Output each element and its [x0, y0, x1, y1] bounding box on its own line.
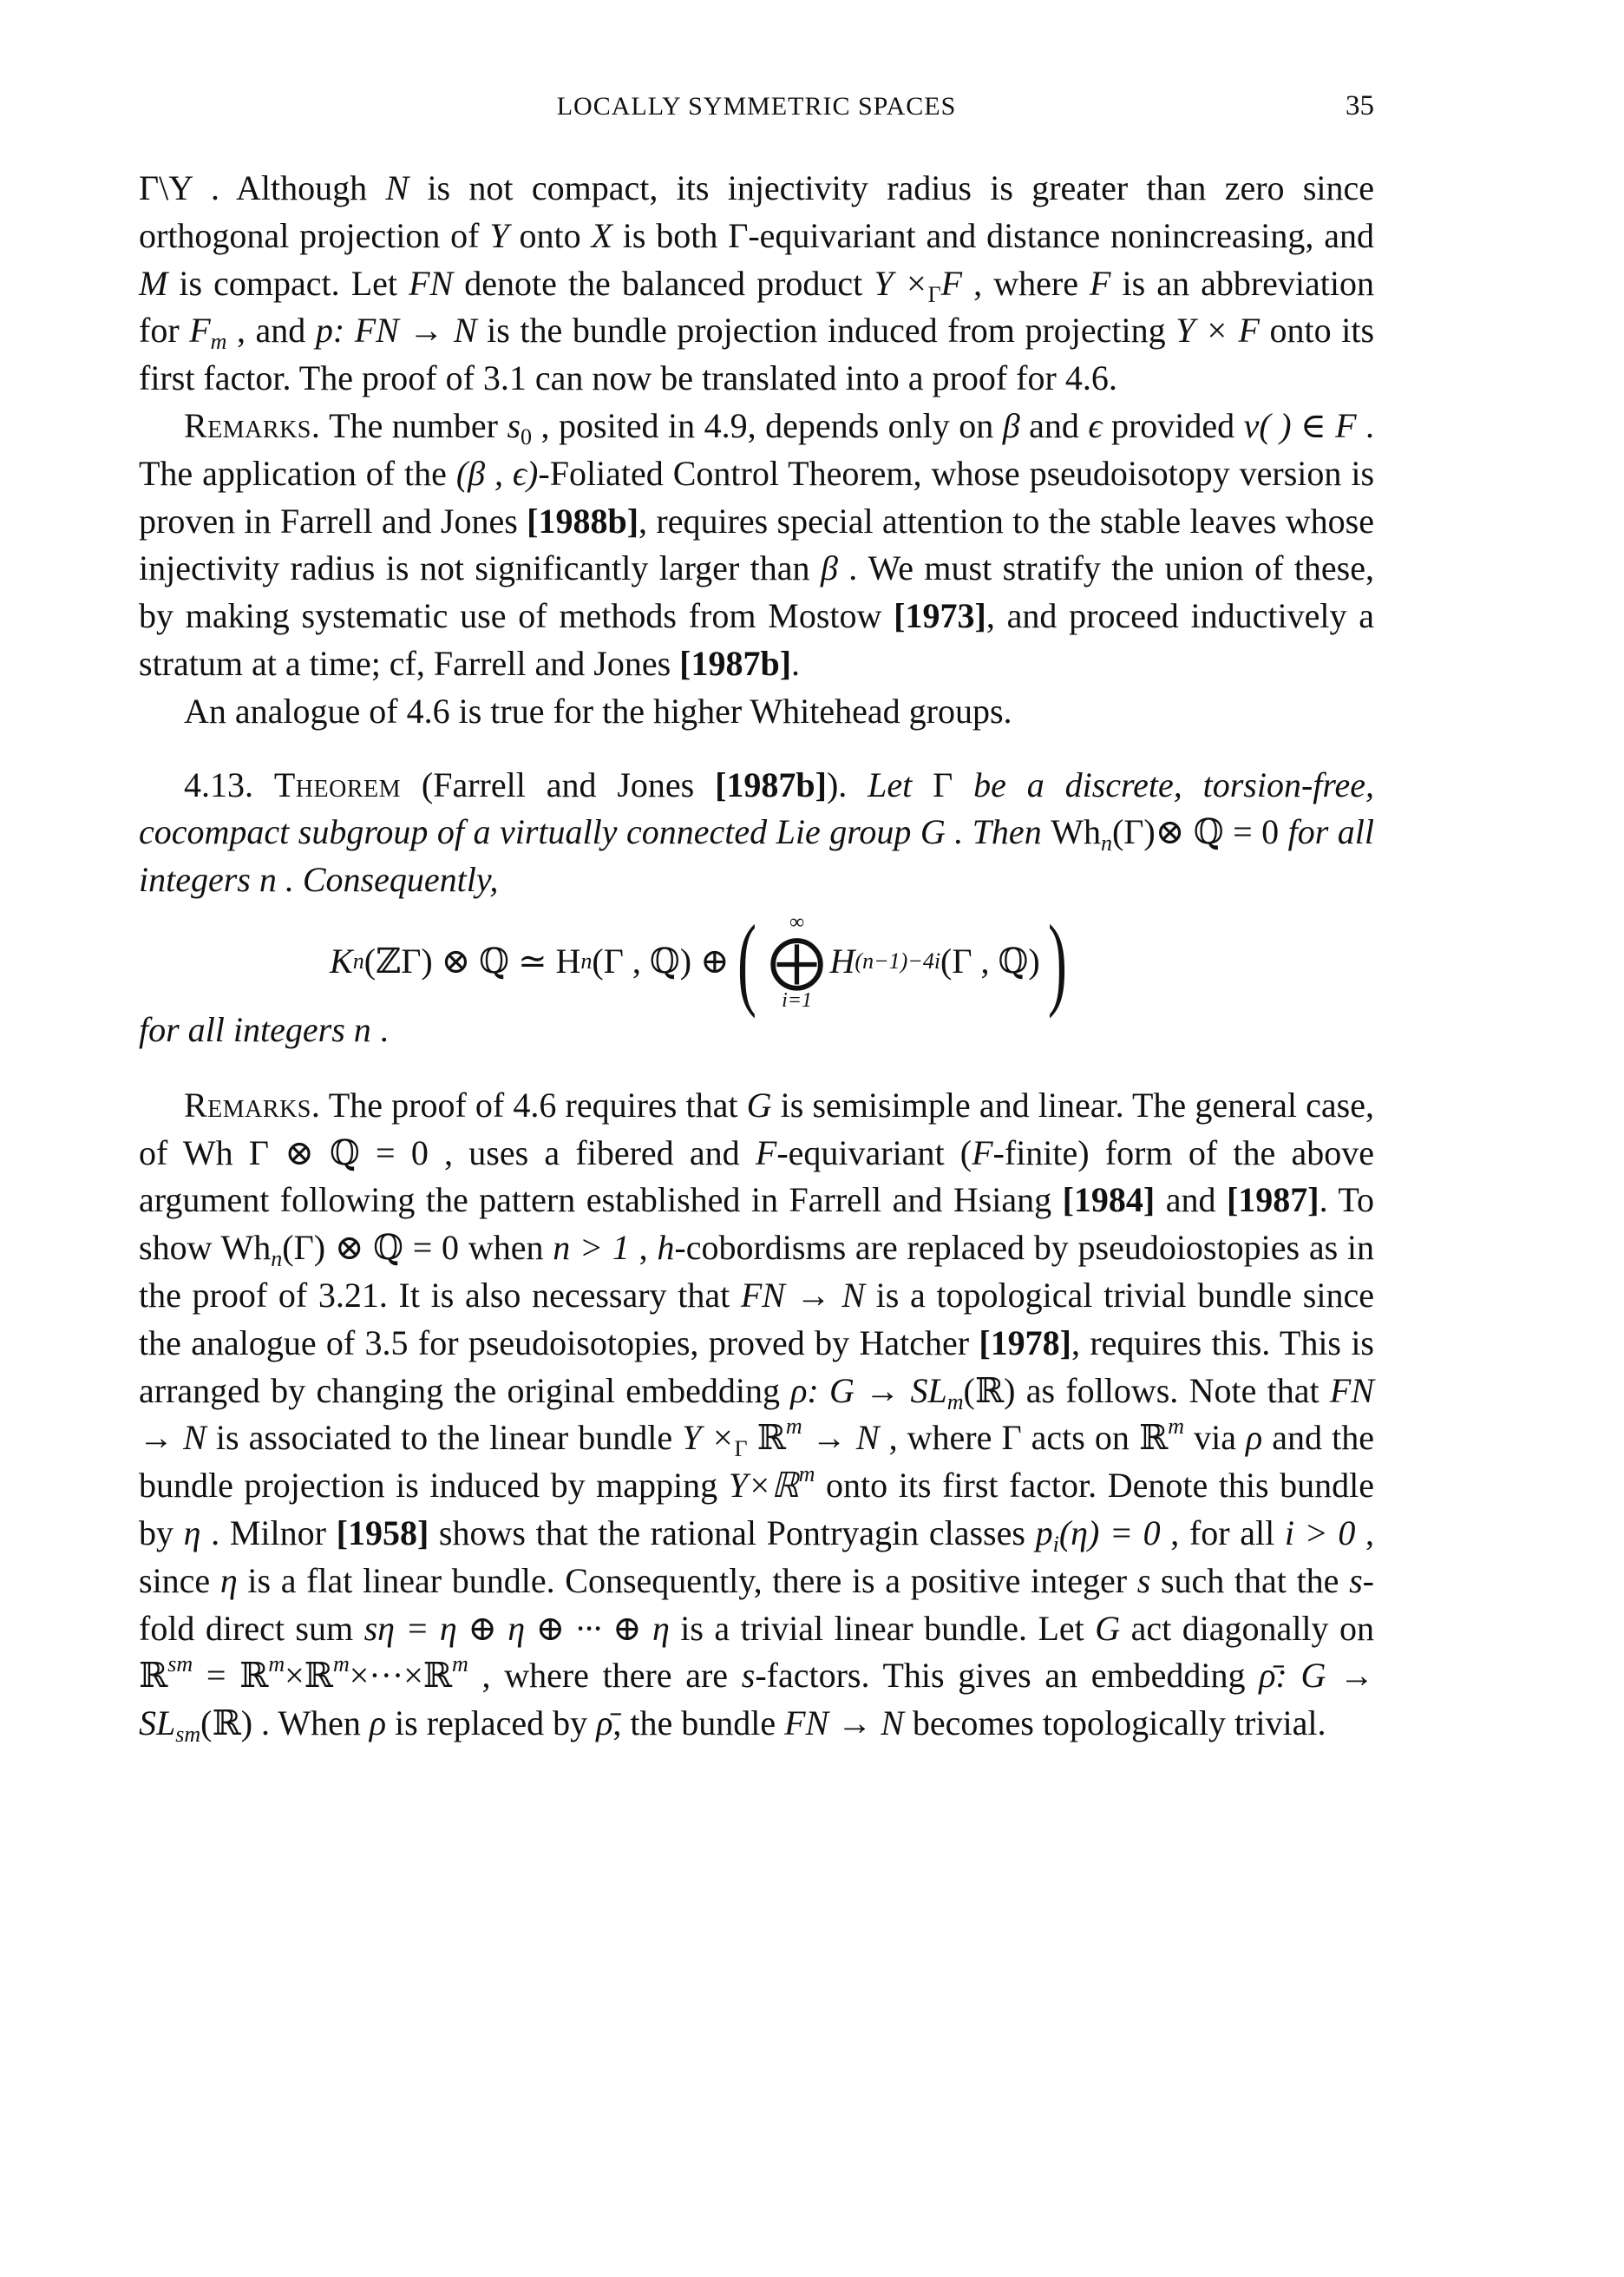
math: β: [1002, 405, 1020, 445]
math-sub: Γ: [734, 1436, 748, 1462]
math: Y×ℝ: [728, 1466, 799, 1506]
citation: [1978]: [979, 1322, 1071, 1362]
page-number: 35: [1346, 90, 1374, 121]
math-sup: sm: [167, 1651, 193, 1677]
math: (η) = 0: [1058, 1513, 1161, 1552]
text: when: [459, 1228, 553, 1268]
math: i > 0: [1284, 1513, 1356, 1552]
text: The proof of 4.6 requires that: [320, 1085, 747, 1125]
math-sub: n: [271, 1246, 283, 1272]
equation-content: K n (ℤΓ) ⊗ ℚ ≃ H n (Γ , ℚ) ⊕ ( ∞ ⨁ i=1 H (n−1)−4i (Γ , ℚ) ): [330, 902, 1067, 1019]
math: N: [385, 168, 409, 207]
math: s: [741, 1656, 756, 1696]
paragraph-analogue: An analogue of 4.6 is true for the higher Whitehead groups.: [184, 691, 1012, 731]
text: provided: [1102, 405, 1244, 445]
text: is associated to the linear bundle: [206, 1418, 683, 1458]
math: F: [972, 1132, 993, 1172]
citation: [1988b]: [527, 501, 639, 541]
sum-lower-limit: i=1: [782, 988, 812, 1012]
text: is compact. Let: [167, 263, 409, 303]
math: ρ̄: G → SL: [139, 1656, 1375, 1743]
text: ,: [629, 1228, 658, 1268]
math: (ℝ): [963, 1370, 1016, 1410]
math: p: FN → N: [315, 311, 477, 351]
math-sup: m: [785, 1414, 802, 1440]
math: (Γ , ℚ) ⊕: [592, 941, 730, 981]
math: FN → N: [784, 1703, 904, 1743]
math: n: [353, 1009, 371, 1049]
text: , uses a fibered and: [428, 1132, 756, 1172]
text: is a topological trivial bundle since the analogue of 3.5 for pseudoisotopies, proved by Hatcher: [139, 1275, 1374, 1362]
text: , since: [139, 1513, 1375, 1600]
math: β: [820, 548, 838, 588]
math: n: [259, 860, 277, 900]
math: Wh: [220, 1228, 272, 1268]
math: Wh: [1051, 812, 1101, 852]
math: = ℝ: [193, 1656, 269, 1696]
text: , the bundle: [612, 1703, 785, 1743]
math: H: [829, 941, 855, 981]
text: -fold direct sum: [139, 1560, 1374, 1648]
math: G: [1095, 1608, 1121, 1648]
remarks-label: Remarks.: [184, 405, 321, 445]
text: as follows. Note that: [1015, 1370, 1330, 1410]
math-sub: m: [946, 1388, 964, 1414]
citation: [1984]: [1062, 1180, 1156, 1220]
text: , for all: [1160, 1513, 1285, 1552]
math-sub: Γ: [927, 281, 941, 307]
math: (Γ)⊗ ℚ = 0: [1111, 812, 1280, 852]
text: .: [370, 1009, 389, 1049]
math: (Γ , ℚ): [940, 941, 1040, 981]
text: , where there are: [468, 1656, 742, 1696]
text: -cobordisms are replaced by pseudoiostopies as in the proof of 3.21. It is also necessary that: [139, 1228, 1375, 1315]
math: Γ: [933, 764, 953, 804]
math: FN → N: [740, 1275, 865, 1315]
display-equation: [139, 902, 1374, 1019]
math-sup: m: [1168, 1414, 1185, 1440]
theorem-conclusion: [139, 1007, 1374, 1054]
math: FN: [409, 263, 454, 303]
math: η: [183, 1513, 201, 1552]
text: onto its first factor. The proof of 3.1 can now be translated into a proof for 4.6.: [139, 311, 1375, 398]
math: F: [189, 311, 211, 351]
text: act diagonally on: [1120, 1608, 1375, 1648]
direct-sum: [769, 911, 825, 1013]
math: v( ) ∈ F: [1243, 405, 1357, 445]
math: (ℤΓ) ⊗ ℚ ≃ H: [363, 941, 581, 981]
text: is a trivial linear bundle. Let: [669, 1608, 1096, 1648]
text: . Milnor: [200, 1513, 337, 1552]
text: , and proceed inductively a stratum at a time; cf, Farrell and Jones: [139, 596, 1374, 683]
math: ℝ: [1138, 1418, 1169, 1458]
math: s: [1349, 1560, 1363, 1600]
math: Y × F: [1175, 311, 1260, 351]
text: . The application of the: [139, 405, 1375, 493]
math: sη = η ⊕ η ⊕ ··· ⊕ η: [363, 1608, 670, 1648]
text: denote the balanced product: [453, 263, 874, 303]
math: s: [1136, 1560, 1151, 1600]
text: be a discrete, torsion-free, cocompact subgroup of a virtually connected Lie group: [139, 764, 1374, 852]
text: such that the: [1150, 1560, 1350, 1600]
text: and: [1019, 405, 1089, 445]
math-sub: sm: [175, 1722, 201, 1748]
text: . When: [252, 1703, 370, 1743]
math: ×ℝ: [285, 1656, 333, 1696]
math-sup: m: [798, 1461, 815, 1487]
text: , and: [226, 311, 316, 351]
text: onto: [508, 215, 592, 255]
paragraph-1: [139, 165, 1374, 403]
text: shows that the rational Pontryagin classes: [429, 1513, 1036, 1552]
text: . We must stratify the union of these, by making systematic use of methods from Mostow: [139, 548, 1375, 636]
math: F: [1090, 263, 1111, 303]
math: F: [755, 1132, 777, 1172]
citation: [1987]: [1226, 1180, 1320, 1220]
math: n > 1: [553, 1228, 630, 1268]
text: is semisimple and linear. The general case, of: [139, 1085, 1375, 1172]
math: ℝ: [747, 1418, 786, 1458]
math: Y: [489, 215, 509, 255]
math: ρ̄: [596, 1703, 613, 1743]
direct-sum-symbol: ⨁: [769, 929, 825, 992]
math: ℝ: [139, 1656, 168, 1696]
math: h: [657, 1228, 675, 1268]
text: The number: [320, 405, 508, 445]
page-header: [139, 87, 1374, 130]
text: , requires this. This is arranged by changing the original embedding: [139, 1322, 1374, 1410]
left-paren: (: [737, 902, 756, 1019]
paragraph-remarks-1: [139, 403, 1374, 688]
text: is an abbreviation for: [139, 263, 1375, 351]
text: and the bundle projection is induced by mapping: [139, 1418, 1374, 1506]
text: and: [1155, 1180, 1227, 1220]
theorem-4-13: [139, 762, 1374, 904]
text: is a flat linear bundle. Consequently, there is a positive integer: [237, 1560, 1137, 1600]
math: p: [1035, 1513, 1053, 1552]
math-sup: m: [332, 1651, 350, 1677]
math-sub: m: [210, 329, 227, 355]
text: .: [791, 643, 801, 683]
math: Y ×: [874, 263, 928, 303]
spacer: [139, 736, 1374, 762]
math: Wh Γ ⊗ ℚ = 0: [182, 1132, 429, 1172]
text: becomes topologically trivial.: [903, 1703, 1326, 1743]
math: FN → N: [139, 1370, 1374, 1458]
math: ×···×ℝ: [349, 1656, 453, 1696]
math: X: [591, 215, 612, 255]
text: ).: [826, 764, 848, 804]
text: via: [1184, 1418, 1247, 1458]
theorem-number: 4.13.: [184, 764, 253, 804]
math: (Γ) ⊗ ℚ = 0: [282, 1228, 460, 1268]
math: Y ×: [682, 1418, 735, 1458]
math-sub: 0: [521, 423, 533, 449]
math: ρ: [1246, 1418, 1263, 1458]
math: G: [920, 812, 946, 852]
theorem-label: Theorem: [273, 764, 402, 804]
text: , where Γ acts on: [879, 1418, 1139, 1458]
math: s: [507, 405, 521, 445]
text: onto its first factor. Denote this bundle by: [139, 1466, 1375, 1552]
citation: [1987b]: [715, 764, 827, 804]
right-paren: ): [1047, 902, 1067, 1019]
text: for all integers: [139, 812, 1375, 900]
text: , where: [962, 263, 1090, 303]
text: . Then: [945, 812, 1051, 852]
text: -finite) form of the above argument following the pattern established in Farrell and Hsiang: [139, 1132, 1374, 1220]
text: is not compact, its injectivity radius is greater than zero since orthogonal projection of: [139, 168, 1375, 255]
math: F: [940, 263, 963, 303]
paragraph-remarks-2: [139, 1082, 1374, 1748]
citation: [1958]: [336, 1513, 429, 1552]
math: M: [139, 263, 168, 303]
math: → N: [802, 1418, 880, 1458]
text: -factors. This gives an embedding: [755, 1656, 1260, 1696]
math: ϵ: [1088, 405, 1103, 445]
page-body: [139, 165, 1374, 1748]
remarks-label: Remarks.: [184, 1085, 321, 1125]
text: for all integers: [139, 1009, 354, 1049]
text: . Consequently,: [276, 860, 499, 900]
math: (β , ϵ): [455, 453, 539, 493]
citation: [1973]: [894, 596, 986, 636]
sum-upper-limit: ∞: [789, 910, 805, 934]
math: G: [746, 1085, 772, 1125]
spacer: [139, 1054, 1374, 1082]
math-sub: i: [1052, 1531, 1059, 1557]
text: -Foliated Control Theorem, whose pseudoisotopy version is proven in Farrell and Jones: [139, 453, 1375, 541]
running-head: LOCALLY SYMMETRIC SPACES: [556, 92, 957, 121]
math: η: [219, 1560, 238, 1600]
citation: [1987b]: [679, 643, 792, 683]
text: , requires special attention to the stable leaves whose injectivity radius is not significantly larger than: [139, 501, 1374, 588]
text: -equivariant (: [776, 1132, 972, 1172]
math-sup: m: [452, 1651, 468, 1677]
text: . To show: [139, 1180, 1374, 1268]
math-sub: n: [1100, 830, 1112, 856]
text: , posited in 4.9, depends only on: [532, 405, 1003, 445]
text: is replaced by: [386, 1703, 597, 1743]
math: K: [330, 941, 353, 981]
text: (Farrell and Jones: [401, 764, 716, 804]
text: Γ\Y . Although: [139, 168, 386, 207]
math: (ℝ): [200, 1703, 253, 1743]
text: is the bundle projection induced from projecting: [476, 311, 1176, 351]
text: Let: [847, 764, 933, 804]
text: is both Γ-equivariant and distance nonincreasing, and: [612, 215, 1374, 255]
math: ρ: [369, 1703, 387, 1743]
math-sup: m: [268, 1651, 285, 1677]
math: ρ: G → SL: [790, 1370, 947, 1410]
